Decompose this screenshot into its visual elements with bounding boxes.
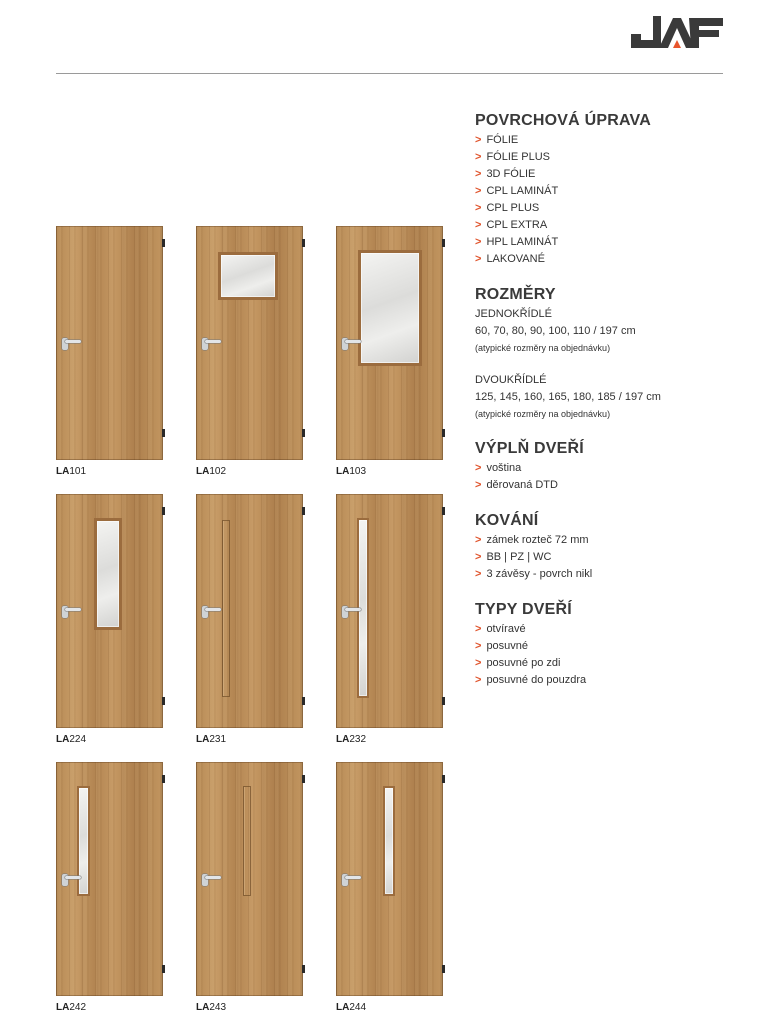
- chevron-right-icon: >: [475, 134, 482, 146]
- list-item: > posuvné: [475, 640, 529, 652]
- door-image: [196, 762, 303, 996]
- list-item: > děrovaná DTD: [475, 479, 558, 491]
- filling-title: VÝPLŇ DVEŘÍ: [475, 440, 584, 457]
- list-item: > CPL PLUS: [475, 202, 540, 214]
- door-image: [56, 494, 163, 728]
- door-image: [336, 762, 443, 996]
- hardware-title: KOVÁNÍ: [475, 512, 539, 529]
- hinge: [162, 775, 165, 783]
- hinge: [442, 697, 445, 705]
- door-label: LA242: [56, 1002, 87, 1013]
- chevron-right-icon: >: [475, 253, 482, 265]
- hinge: [162, 507, 165, 515]
- list-item: > CPL LAMINÁT: [475, 185, 559, 197]
- door-handle-icon: [342, 338, 360, 350]
- surface-section: [475, 112, 735, 268]
- list-item: > otvíravé: [475, 623, 526, 635]
- surface-title: POVRCHOVÁ ÚPRAVA: [475, 112, 651, 129]
- hinge: [442, 965, 445, 973]
- chevron-right-icon: >: [475, 551, 482, 563]
- chevron-right-icon: >: [475, 219, 482, 231]
- door-label: LA232: [336, 734, 367, 745]
- door-handle-icon: [202, 606, 220, 618]
- door-image: [336, 494, 443, 728]
- door-image: [56, 762, 163, 996]
- double-leaf-sizes: 125, 145, 160, 165, 180, 185 / 197 cm: [475, 391, 661, 403]
- specifications-panel: [475, 112, 735, 707]
- door-label: LA243: [196, 1002, 227, 1013]
- chevron-right-icon: >: [475, 623, 482, 635]
- chevron-right-icon: >: [475, 657, 482, 669]
- list-item: > posuvné po zdi: [475, 657, 561, 669]
- door-handle-icon: [62, 338, 80, 350]
- door-glass: [383, 786, 395, 896]
- hardware-list: [475, 532, 735, 583]
- door-handle-icon: [62, 874, 80, 886]
- door-groove: [243, 786, 251, 896]
- brand-logo: [629, 10, 725, 50]
- chevron-right-icon: >: [475, 674, 482, 686]
- hinge: [302, 239, 305, 247]
- hinge: [302, 775, 305, 783]
- hinge: [442, 239, 445, 247]
- single-leaf-note: (atypické rozměry na objednávku): [475, 343, 611, 353]
- single-leaf-sizes: 60, 70, 80, 90, 100, 110 / 197 cm: [475, 325, 636, 337]
- hinge: [302, 965, 305, 973]
- types-title: TYPY DVEŘÍ: [475, 601, 572, 618]
- types-section: [475, 601, 735, 689]
- filling-section: [475, 440, 735, 494]
- chevron-right-icon: >: [475, 236, 482, 248]
- hinge: [162, 429, 165, 437]
- list-item: > FÓLIE: [475, 134, 519, 146]
- hinge: [442, 775, 445, 783]
- door-label: LA224: [56, 734, 87, 745]
- chevron-right-icon: >: [475, 640, 482, 652]
- chevron-right-icon: >: [475, 462, 482, 474]
- door-handle-icon: [202, 874, 220, 886]
- types-list: [475, 621, 735, 689]
- double-leaf-label: DVOUKŘÍDLÉ: [475, 374, 547, 386]
- chevron-right-icon: >: [475, 568, 482, 580]
- door-image: [196, 494, 303, 728]
- chevron-right-icon: >: [475, 202, 482, 214]
- door-handle-icon: [62, 606, 80, 618]
- chevron-right-icon: >: [475, 479, 482, 491]
- door-label: LA101: [56, 466, 87, 477]
- list-item: > BB | PZ | WC: [475, 551, 552, 563]
- hinge: [162, 697, 165, 705]
- list-item: > FÓLIE PLUS: [475, 151, 551, 163]
- hinge: [442, 507, 445, 515]
- door-image: [56, 226, 163, 460]
- list-item: > zámek rozteč 72 mm: [475, 534, 589, 546]
- door-glass: [358, 250, 422, 366]
- jaf-logo-icon: [629, 10, 725, 50]
- door-handle-icon: [342, 874, 360, 886]
- chevron-right-icon: >: [475, 168, 482, 180]
- door-image: [336, 226, 443, 460]
- door-label: LA244: [336, 1002, 367, 1013]
- list-item: > CPL EXTRA: [475, 219, 548, 231]
- hinge: [442, 429, 445, 437]
- list-item: > 3 závěsy - povrch nikl: [475, 568, 593, 580]
- door-image: [196, 226, 303, 460]
- hinge: [302, 429, 305, 437]
- hinge: [162, 239, 165, 247]
- chevron-right-icon: >: [475, 151, 482, 163]
- door-glass: [218, 252, 278, 300]
- door-glass: [94, 518, 122, 630]
- dimensions-title: ROZMĚRY: [475, 286, 556, 303]
- double-leaf-note: (atypické rozměry na objednávku): [475, 409, 611, 419]
- door-handle-icon: [202, 338, 220, 350]
- header-divider: [56, 73, 723, 74]
- dimensions-section: [475, 286, 735, 422]
- list-item: > posuvné do pouzdra: [475, 674, 587, 686]
- hinge: [162, 965, 165, 973]
- door-label: LA231: [196, 734, 227, 745]
- list-item: > LAKOVANÉ: [475, 253, 545, 265]
- hardware-section: [475, 512, 735, 583]
- list-item: > voština: [475, 462, 522, 474]
- door-groove: [222, 520, 230, 697]
- surface-list: [475, 132, 735, 268]
- door-label: LA102: [196, 466, 227, 477]
- list-item: > HPL LAMINÁT: [475, 236, 559, 248]
- single-leaf-label: JEDNOKŘÍDLÉ: [475, 308, 553, 320]
- filling-list: [475, 460, 735, 494]
- list-item: > 3D FÓLIE: [475, 168, 536, 180]
- door-handle-icon: [342, 606, 360, 618]
- hinge: [302, 507, 305, 515]
- chevron-right-icon: >: [475, 185, 482, 197]
- door-label: LA103: [336, 466, 367, 477]
- chevron-right-icon: >: [475, 534, 482, 546]
- hinge: [302, 697, 305, 705]
